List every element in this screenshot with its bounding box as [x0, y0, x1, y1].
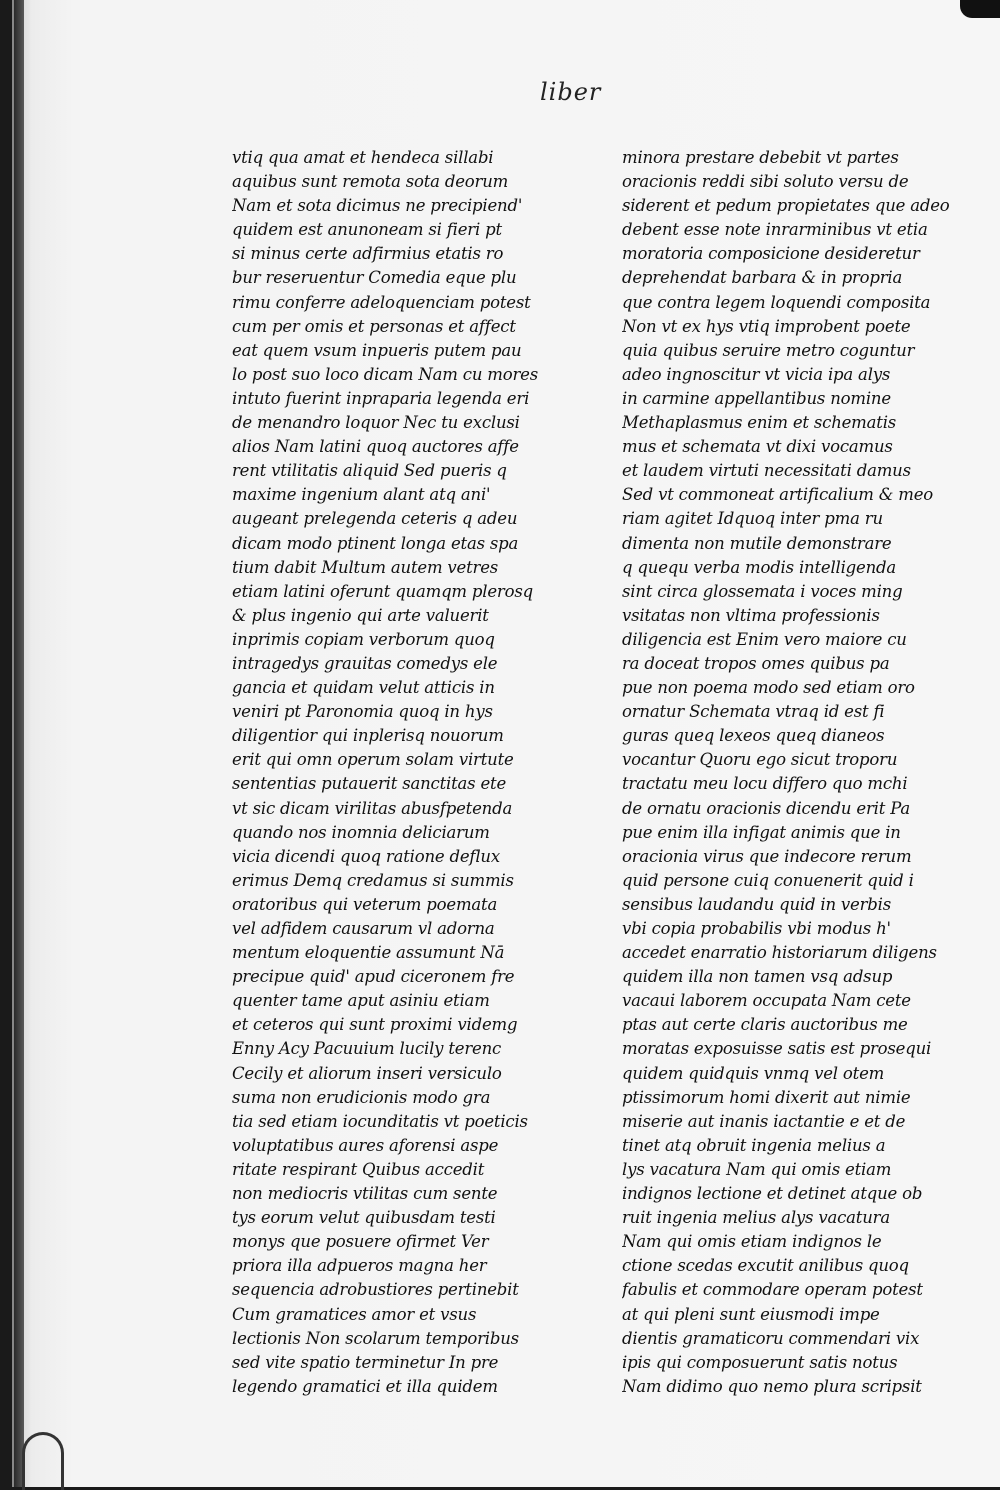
- text-line: moratas exposuisse satis est prosequi: [622, 1039, 932, 1059]
- text-line: at qui pleni sunt eiusmodi impe: [622, 1304, 880, 1324]
- text-line: eat quem vsum inpueris putem pau: [232, 340, 522, 360]
- text-line: priora illa adpueros magna her: [232, 1256, 487, 1276]
- text-line: riam agitet Idquoq inter pma ru: [622, 509, 883, 529]
- text-line: adeo ingnoscitur vt vicia ipa alys: [622, 364, 891, 384]
- text-line: deprehendat barbara & in propria: [622, 268, 903, 288]
- text-line: sensibus laudandu quid in verbis: [622, 894, 892, 914]
- text-line: debent esse note inrarminibus vt etia: [622, 220, 928, 240]
- text-line: quidem quidquis vnmq vel otem: [622, 1063, 885, 1083]
- text-line: Cecily et aliorum inseri versiculo: [232, 1063, 502, 1083]
- text-line: non mediocris vtilitas cum sente: [232, 1184, 498, 1204]
- text-line: erit qui omn operum solam virtute: [232, 750, 514, 770]
- text-line: veniri pt Paronomia quoq in hys: [232, 702, 493, 722]
- text-line: moratoria composicione desideretur: [622, 244, 920, 264]
- text-line: vbi copia probabilis vbi modus h': [622, 919, 891, 938]
- text-line: de ornatu oracionis dicendu erit Pa: [622, 798, 910, 818]
- text-line: pue enim illa infigat animis que in: [622, 822, 901, 842]
- text-line: in carmine appellantibus nomine: [622, 388, 891, 408]
- text-line: ornatur Schemata vtraq id est fi: [622, 702, 885, 722]
- text-line: inprimis copiam verborum quoq: [232, 629, 495, 649]
- text-line: monys que posuere ofirmet Ver: [232, 1232, 489, 1252]
- text-line: Nam et sota dicimus ne precipiend': [232, 196, 523, 216]
- text-line: accedet enarratio historiarum diligens: [622, 943, 937, 963]
- text-line: vel adfidem causarum vl adorna: [232, 919, 495, 938]
- left-text-column: [232, 146, 562, 1399]
- text-line: diligencia est Enim vero maiore cu: [622, 629, 907, 649]
- text-line: quenter tame aput asiniu etiam: [232, 991, 490, 1011]
- text-line: quidem est anunoneam si fieri pt: [232, 220, 502, 240]
- text-line: Methaplasmus enim et schematis: [622, 413, 897, 433]
- text-line: lo post suo loco dicam Nam cu mores: [232, 364, 538, 384]
- text-line: tium dabit Multum autem vetres: [232, 557, 499, 577]
- text-line: precipue quid' apud ciceronem fre: [232, 967, 515, 987]
- text-line: vicia dicendi quoq ratione deflux: [232, 846, 500, 866]
- page-gutter-edge: [14, 0, 24, 1487]
- text-line: minora prestare debebit vt partes: [622, 148, 899, 167]
- text-line: vsitatas non vltima professionis: [622, 605, 880, 625]
- text-line: ritate respirant Quibus accedit: [232, 1159, 485, 1179]
- text-line: alios Nam latini quoq auctores affe: [232, 437, 519, 457]
- text-line: mus et schemata vt dixi vocamus: [622, 437, 893, 457]
- text-line: quia quibus seruire metro coguntur: [622, 340, 915, 360]
- text-line: intragedys grauitas comedys ele: [232, 653, 498, 673]
- text-line: indignos lectione et detinet atque ob: [622, 1184, 923, 1204]
- text-line: quidem illa non tamen vsq adsup: [622, 967, 893, 987]
- text-line: bur reseruentur Comedia eque plu: [232, 268, 517, 288]
- text-line: erimus Demq credamus si summis: [232, 870, 514, 890]
- text-line: maxime ingenium alant atq ani': [232, 485, 491, 505]
- text-line: lys vacatura Nam qui omis etiam: [622, 1159, 892, 1179]
- text-line: ptas aut certe claris auctoribus me: [622, 1015, 908, 1035]
- text-line: q quequ verba modis intelligenda: [622, 557, 897, 577]
- text-line: miserie aut inanis iactantie e et de: [622, 1111, 906, 1131]
- text-line: dientis gramaticoru commendari vix: [622, 1328, 920, 1348]
- text-line: vocantur Quoru ego sicut troporu: [622, 750, 898, 770]
- text-line: dicam modo ptinent longa etas spa: [232, 533, 519, 553]
- text-line: oracionia virus que indecore rerum: [622, 846, 912, 866]
- text-line: vtiq qua amat et hendeca sillabi: [232, 148, 494, 167]
- text-line: vt sic dicam virilitas abusfpetenda: [232, 798, 513, 818]
- text-line: mentum eloquentie assumunt Nā: [232, 943, 505, 963]
- text-line: suma non erudicionis modo gra: [232, 1087, 491, 1107]
- text-line: Nam qui omis etiam indignos le: [622, 1232, 882, 1252]
- text-line: vacaui laborem occupata Nam cete: [622, 991, 911, 1011]
- text-line: etiam latini oferunt quamqm plerosq: [232, 581, 533, 601]
- text-line: pue non poema modo sed etiam oro: [622, 678, 915, 698]
- right-text-column: [622, 146, 952, 1399]
- text-line: augeant prelegenda ceteris q adeu: [232, 509, 518, 529]
- text-line: ra doceat tropos omes quibus pa: [622, 653, 890, 673]
- text-line: oratoribus qui veterum poemata: [232, 894, 498, 914]
- text-line: legendo gramatici et illa quidem: [232, 1376, 498, 1396]
- text-line: rimu conferre adeloquenciam potest: [232, 292, 531, 312]
- binding-hole: [22, 1432, 64, 1490]
- text-line: de menandro loquor Nec tu exclusi: [232, 413, 520, 433]
- text-line: ctione scedas excutit anilibus quoq: [622, 1256, 909, 1276]
- text-line: sententias putauerit sanctitas ete: [232, 774, 507, 794]
- corner-binding-mark: [960, 0, 1000, 18]
- text-line: que contra legem loquendi composita: [622, 292, 931, 312]
- text-line: si minus certe adfirmius etatis ro: [232, 244, 504, 264]
- text-line: aquibus sunt remota sota deorum: [232, 172, 509, 192]
- text-line: oracionis reddi sibi soluto versu de: [622, 172, 909, 192]
- text-line: tinet atq obruit ingenia melius a: [622, 1135, 886, 1155]
- text-line: rent vtilitatis aliquid Sed pueris q: [232, 461, 507, 481]
- text-line: quando nos inomnia deliciarum: [232, 822, 490, 842]
- text-line: fabulis et commodare operam potest: [622, 1280, 923, 1300]
- text-line: tia sed etiam iocunditatis vt poeticis: [232, 1111, 528, 1131]
- text-line: ruit ingenia melius alys vacatura: [622, 1208, 890, 1228]
- text-line: voluptatibus aures aforensi aspe: [232, 1135, 499, 1155]
- text-line: intuto fuerint inpraparia legenda eri: [232, 388, 530, 408]
- text-line: tys eorum velut quibusdam testi: [232, 1208, 496, 1228]
- text-line: gancia et quidam velut atticis in: [232, 678, 495, 698]
- text-line: Enny Acy Pacuuium lucily terenc: [232, 1039, 502, 1059]
- text-line: Nam didimo quo nemo plura scripsit: [622, 1376, 922, 1396]
- text-line: et laudem virtuti necessitati damus: [622, 461, 911, 481]
- text-line: ipis qui composuerunt satis notus: [622, 1352, 898, 1372]
- text-line: & plus ingenio qui arte valuerit: [232, 605, 489, 625]
- text-line: dimenta non mutile demonstrare: [622, 533, 892, 553]
- text-line: Cum gramatices amor et vsus: [232, 1304, 477, 1324]
- running-title: liber: [540, 78, 602, 106]
- text-line: quid persone cuiq conuenerit quid i: [622, 870, 914, 890]
- text-line: Non vt ex hys vtiq improbent poete: [622, 316, 911, 336]
- text-line: Sed vt commoneat artificalium & meo: [622, 485, 934, 505]
- text-line: guras queq lexeos queq dianeos: [622, 726, 885, 746]
- text-line: siderent et pedum propietates que adeo: [622, 196, 950, 216]
- text-line: tractatu meu locu differo quo mchi: [622, 774, 908, 794]
- text-line: et ceteros qui sunt proximi videmg: [232, 1015, 518, 1035]
- text-line: diligentior qui inplerisq nouorum: [232, 726, 504, 746]
- text-line: ptissimorum homi dixerit aut nimie: [622, 1087, 911, 1107]
- text-line: lectionis Non scolarum temporibus: [232, 1328, 519, 1348]
- text-line: cum per omis et personas et affect: [232, 316, 516, 336]
- text-line: sed vite spatio terminetur In pre: [232, 1352, 499, 1372]
- text-line: sequencia adrobustiores pertinebit: [232, 1280, 519, 1300]
- text-line: sint circa glossemata i voces ming: [622, 581, 903, 601]
